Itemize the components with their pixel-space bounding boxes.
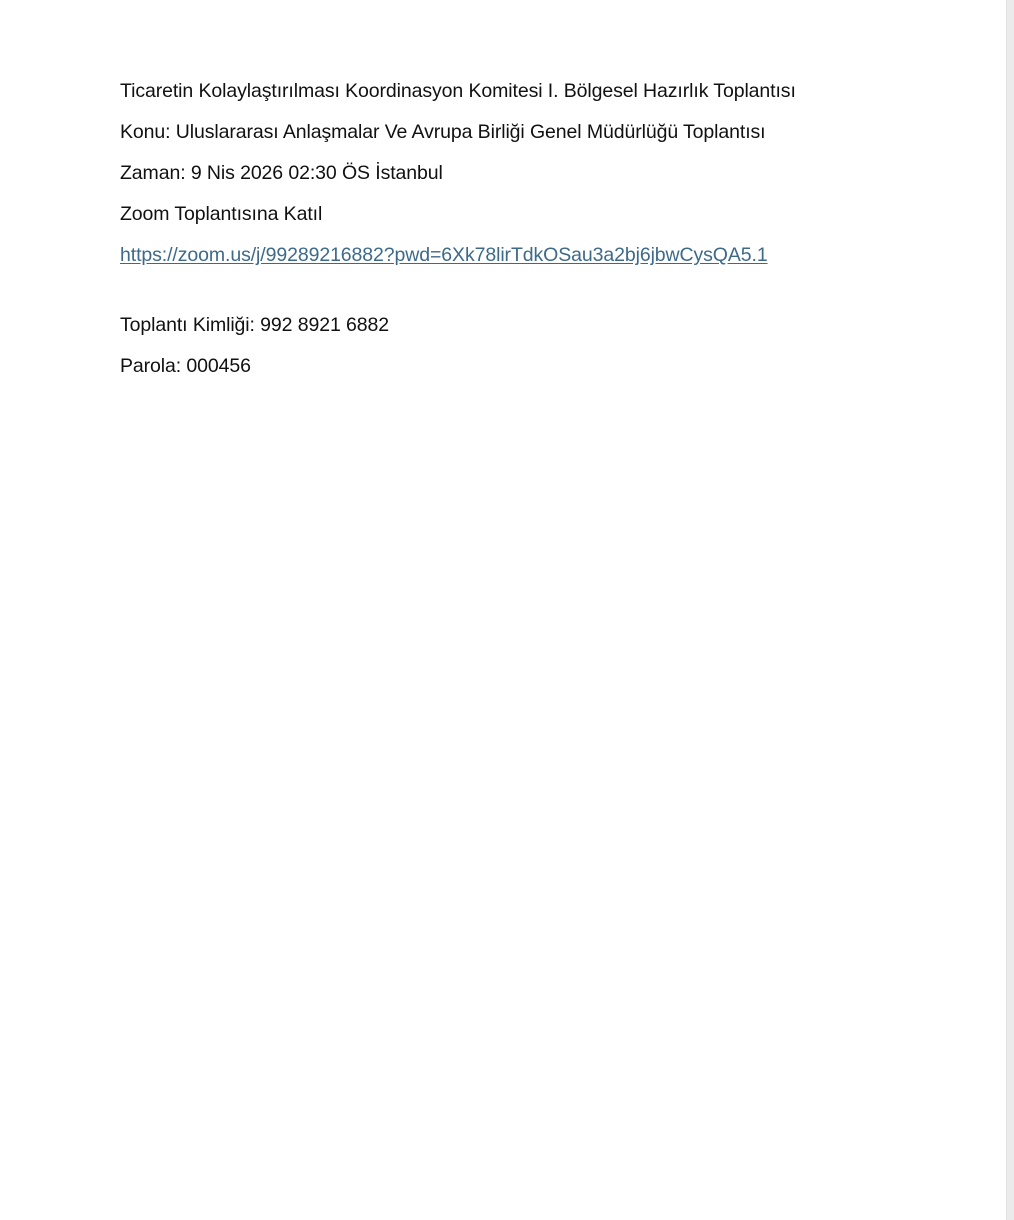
meeting-subject: Konu: Uluslararası Anlaşmalar Ve Avrupa Birliği Genel Müdürlüğü Toplantısı: [120, 121, 766, 143]
meeting-title: Ticaretin Kolaylaştırılması Koordinasyon Komitesi I. Bölgesel Hazırlık Toplantısı: [120, 80, 796, 102]
document-body: [120, 76, 980, 392]
zoom-join-link[interactable]: https://zoom.us/j/99289216882?pwd=6Xk78lirTdkOSau3a2bj6jbwCysQA5.1: [120, 244, 768, 266]
meeting-password: Parola: 000456: [120, 355, 251, 377]
join-zoom-label: Zoom Toplantısına Katıl: [120, 203, 323, 225]
join-link-line: [120, 240, 980, 270]
meeting-id: Toplantı Kimliği: 992 8921 6882: [120, 314, 390, 336]
page-edge: [1007, 0, 1014, 1220]
meeting-time: Zaman: 9 Nis 2026 02:30 ÖS İstanbul: [120, 162, 443, 184]
